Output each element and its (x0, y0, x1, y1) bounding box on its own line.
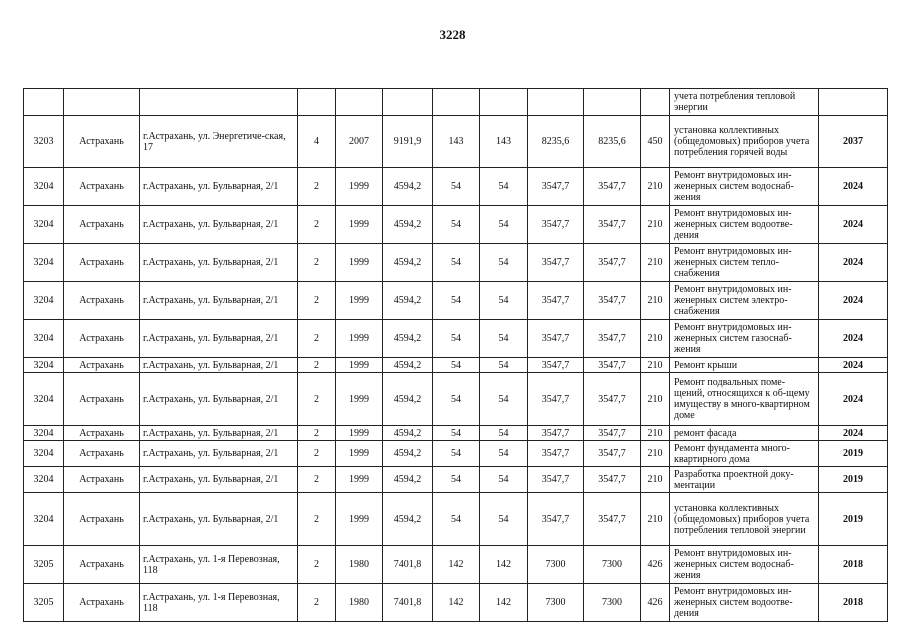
work-type-cell: учета потребления тепловой энергии (670, 89, 819, 116)
cost-cell: 3547,7 (528, 373, 584, 426)
plan-year-cell: 2024 (819, 206, 888, 244)
residents-cell (433, 89, 480, 116)
rate-cell: 210 (641, 426, 670, 441)
table-row (24, 244, 888, 282)
floors-cell: 4 (298, 116, 336, 168)
rate-cell: 210 (641, 168, 670, 206)
floors-cell: 2 (298, 441, 336, 467)
plan-year-cell: 2024 (819, 426, 888, 441)
plan-year-cell: 2024 (819, 282, 888, 320)
plan-year-cell: 2037 (819, 116, 888, 168)
plan-year-cell: 2019 (819, 467, 888, 493)
address-cell: г.Астрахань, ул. Бульварная, 2/1 (140, 493, 298, 546)
city-cell (64, 89, 140, 116)
cost-cell: 3547,7 (528, 282, 584, 320)
residents-cell: 143 (433, 116, 480, 168)
floors-cell: 2 (298, 244, 336, 282)
area-cell: 4594,2 (383, 206, 433, 244)
work-type-cell: Ремонт внутридомовых ин-женерных систем газоснаб-жения (670, 320, 819, 358)
city-cell: Астрахань (64, 373, 140, 426)
cost-cell: 3547,7 (528, 441, 584, 467)
year-built-cell: 1999 (336, 493, 383, 546)
area-cell: 4594,2 (383, 493, 433, 546)
table-row (24, 493, 888, 546)
table-row (24, 373, 888, 426)
cost-cell: 7300 (528, 546, 584, 584)
city-cell: Астрахань (64, 426, 140, 441)
plan-year-cell: 2024 (819, 244, 888, 282)
table-row (24, 89, 888, 116)
repair-plan-table (23, 88, 888, 622)
work-type-cell: Ремонт фундамента много-квартирного дома (670, 441, 819, 467)
work-type-cell: Ремонт внутридомовых ин-женерных систем тепло-снабжения (670, 244, 819, 282)
floors-cell: 2 (298, 168, 336, 206)
row-number: 3204 (24, 493, 64, 546)
residents-cell: 142 (433, 546, 480, 584)
cost-cell: 8235,6 (528, 116, 584, 168)
cost-cell: 3547,7 (528, 426, 584, 441)
year-built-cell: 1999 (336, 320, 383, 358)
cost-cell: 3547,7 (528, 168, 584, 206)
address-cell: г.Астрахань, ул. Бульварная, 2/1 (140, 373, 298, 426)
residents-cell: 54 (433, 441, 480, 467)
work-type-cell: Ремонт подвальных поме-щений, относящихся к об-щему имуществу в много-квартирном доме (670, 373, 819, 426)
rate-cell: 210 (641, 358, 670, 373)
cost-limit-cell: 3547,7 (584, 282, 641, 320)
plan-year-cell: 2024 (819, 358, 888, 373)
cost-limit-cell: 3547,7 (584, 168, 641, 206)
rate-cell: 210 (641, 441, 670, 467)
cost-limit-cell: 3547,7 (584, 206, 641, 244)
area-cell: 4594,2 (383, 373, 433, 426)
floors-cell: 2 (298, 206, 336, 244)
work-type-cell: установка коллективных (общедомовых) приборов учета потребления горячей воды (670, 116, 819, 168)
cost-limit-cell: 3547,7 (584, 320, 641, 358)
cost-cell: 3547,7 (528, 467, 584, 493)
owners-cell: 54 (480, 467, 528, 493)
row-number: 3205 (24, 546, 64, 584)
table-row (24, 426, 888, 441)
owners-cell: 54 (480, 373, 528, 426)
owners-cell: 142 (480, 546, 528, 584)
work-type-cell: Ремонт внутридомовых ин-женерных систем водоснаб-жения (670, 546, 819, 584)
floors-cell (298, 89, 336, 116)
cost-cell: 3547,7 (528, 493, 584, 546)
cost-cell: 3547,7 (528, 358, 584, 373)
floors-cell: 2 (298, 282, 336, 320)
city-cell: Астрахань (64, 358, 140, 373)
rate-cell: 210 (641, 206, 670, 244)
address-cell: г.Астрахань, ул. Бульварная, 2/1 (140, 441, 298, 467)
owners-cell: 143 (480, 116, 528, 168)
year-built-cell: 1999 (336, 244, 383, 282)
rate-cell: 210 (641, 373, 670, 426)
cost-cell: 3547,7 (528, 244, 584, 282)
city-cell: Астрахань (64, 244, 140, 282)
floors-cell: 2 (298, 320, 336, 358)
cost-cell: 3547,7 (528, 320, 584, 358)
area-cell: 4594,2 (383, 282, 433, 320)
rate-cell: 210 (641, 320, 670, 358)
year-built-cell: 1999 (336, 426, 383, 441)
rate-cell: 426 (641, 546, 670, 584)
rate-cell: 450 (641, 116, 670, 168)
cost-limit-cell: 3547,7 (584, 467, 641, 493)
residents-cell: 54 (433, 282, 480, 320)
cost-limit-cell: 7300 (584, 584, 641, 622)
city-cell: Астрахань (64, 467, 140, 493)
plan-year-cell: 2024 (819, 168, 888, 206)
year-built-cell: 1999 (336, 441, 383, 467)
area-cell: 9191,9 (383, 116, 433, 168)
owners-cell: 54 (480, 168, 528, 206)
table-row (24, 467, 888, 493)
city-cell: Астрахань (64, 546, 140, 584)
year-built-cell: 1999 (336, 206, 383, 244)
row-number: 3204 (24, 426, 64, 441)
address-cell: г.Астрахань, ул. Бульварная, 2/1 (140, 282, 298, 320)
plan-year-cell: 2018 (819, 584, 888, 622)
area-cell (383, 89, 433, 116)
owners-cell: 54 (480, 426, 528, 441)
table-row (24, 441, 888, 467)
cost-limit-cell: 3547,7 (584, 493, 641, 546)
row-number: 3204 (24, 441, 64, 467)
cost-cell: 3547,7 (528, 206, 584, 244)
owners-cell: 54 (480, 358, 528, 373)
address-cell: г.Астрахань, ул. Бульварная, 2/1 (140, 467, 298, 493)
row-number: 3205 (24, 584, 64, 622)
area-cell: 4594,2 (383, 426, 433, 441)
table-row (24, 546, 888, 584)
rate-cell: 210 (641, 493, 670, 546)
cost-limit-cell: 8235,6 (584, 116, 641, 168)
rate-cell: 210 (641, 467, 670, 493)
cost-cell (528, 89, 584, 116)
plan-year-cell: 2024 (819, 373, 888, 426)
table-row (24, 584, 888, 622)
floors-cell: 2 (298, 493, 336, 546)
year-built-cell: 1999 (336, 467, 383, 493)
residents-cell: 54 (433, 493, 480, 546)
year-built-cell: 1999 (336, 168, 383, 206)
floors-cell: 2 (298, 358, 336, 373)
cost-limit-cell (584, 89, 641, 116)
area-cell: 7401,8 (383, 584, 433, 622)
year-built-cell: 1999 (336, 282, 383, 320)
area-cell: 4594,2 (383, 467, 433, 493)
work-type-cell: Разработка проектной доку-ментации (670, 467, 819, 493)
cost-limit-cell: 7300 (584, 546, 641, 584)
row-number: 3204 (24, 358, 64, 373)
owners-cell: 54 (480, 320, 528, 358)
residents-cell: 142 (433, 584, 480, 622)
work-type-cell: Ремонт внутридомовых ин-женерных систем водоотве-дения (670, 584, 819, 622)
owners-cell: 54 (480, 441, 528, 467)
cost-limit-cell: 3547,7 (584, 441, 641, 467)
floors-cell: 2 (298, 584, 336, 622)
table-row (24, 358, 888, 373)
area-cell: 4594,2 (383, 441, 433, 467)
year-built-cell: 1999 (336, 373, 383, 426)
area-cell: 4594,2 (383, 320, 433, 358)
residents-cell: 54 (433, 244, 480, 282)
area-cell: 7401,8 (383, 546, 433, 584)
plan-year-cell: 2018 (819, 546, 888, 584)
address-cell: г.Астрахань, ул. Бульварная, 2/1 (140, 206, 298, 244)
area-cell: 4594,2 (383, 244, 433, 282)
row-number: 3203 (24, 116, 64, 168)
table-row (24, 168, 888, 206)
rate-cell: 426 (641, 584, 670, 622)
address-cell: г.Астрахань, ул. Бульварная, 2/1 (140, 244, 298, 282)
owners-cell: 54 (480, 282, 528, 320)
city-cell: Астрахань (64, 493, 140, 546)
plan-year-cell: 2019 (819, 493, 888, 546)
work-type-cell: установка коллективных (общедомовых) приборов учета потребления тепловой энергии (670, 493, 819, 546)
work-type-cell: Ремонт внутридомовых ин-женерных систем водоснаб-жения (670, 168, 819, 206)
year-built-cell (336, 89, 383, 116)
owners-cell: 54 (480, 493, 528, 546)
plan-year-cell: 2024 (819, 320, 888, 358)
row-number: 3204 (24, 373, 64, 426)
year-built-cell: 2007 (336, 116, 383, 168)
rate-cell: 210 (641, 244, 670, 282)
cost-cell: 7300 (528, 584, 584, 622)
city-cell: Астрахань (64, 584, 140, 622)
city-cell: Астрахань (64, 116, 140, 168)
owners-cell: 54 (480, 206, 528, 244)
city-cell: Астрахань (64, 320, 140, 358)
row-number: 3204 (24, 168, 64, 206)
year-built-cell: 1980 (336, 584, 383, 622)
area-cell: 4594,2 (383, 358, 433, 373)
plan-year-cell (819, 89, 888, 116)
year-built-cell: 1980 (336, 546, 383, 584)
row-number: 3204 (24, 244, 64, 282)
table-row (24, 206, 888, 244)
address-cell (140, 89, 298, 116)
rate-cell (641, 89, 670, 116)
row-number: 3204 (24, 206, 64, 244)
residents-cell: 54 (433, 320, 480, 358)
row-number (24, 89, 64, 116)
floors-cell: 2 (298, 467, 336, 493)
city-cell: Астрахань (64, 168, 140, 206)
address-cell: г.Астрахань, ул. Энергетиче-ская, 17 (140, 116, 298, 168)
city-cell: Астрахань (64, 282, 140, 320)
page-number: 3228 (439, 27, 466, 42)
row-number: 3204 (24, 467, 64, 493)
city-cell: Астрахань (64, 441, 140, 467)
residents-cell: 54 (433, 358, 480, 373)
table-row (24, 282, 888, 320)
year-built-cell: 1999 (336, 358, 383, 373)
work-type-cell: Ремонт внутридомовых ин-женерных систем водоотве-дения (670, 206, 819, 244)
cost-limit-cell: 3547,7 (584, 426, 641, 441)
area-cell: 4594,2 (383, 168, 433, 206)
residents-cell: 54 (433, 206, 480, 244)
floors-cell: 2 (298, 426, 336, 441)
plan-year-cell: 2019 (819, 441, 888, 467)
address-cell: г.Астрахань, ул. Бульварная, 2/1 (140, 320, 298, 358)
floors-cell: 2 (298, 373, 336, 426)
work-type-cell: Ремонт внутридомовых ин-женерных систем электро-снабжения (670, 282, 819, 320)
address-cell: г.Астрахань, ул. 1-я Перевозная, 118 (140, 546, 298, 584)
table-row (24, 320, 888, 358)
address-cell: г.Астрахань, ул. Бульварная, 2/1 (140, 168, 298, 206)
city-cell: Астрахань (64, 206, 140, 244)
work-type-cell: Ремонт крыши (670, 358, 819, 373)
row-number: 3204 (24, 320, 64, 358)
work-type-cell: ремонт фасада (670, 426, 819, 441)
cost-limit-cell: 3547,7 (584, 244, 641, 282)
rate-cell: 210 (641, 282, 670, 320)
cost-limit-cell: 3547,7 (584, 358, 641, 373)
residents-cell: 54 (433, 373, 480, 426)
residents-cell: 54 (433, 168, 480, 206)
owners-cell: 54 (480, 244, 528, 282)
owners-cell (480, 89, 528, 116)
floors-cell: 2 (298, 546, 336, 584)
address-cell: г.Астрахань, ул. Бульварная, 2/1 (140, 358, 298, 373)
cost-limit-cell: 3547,7 (584, 373, 641, 426)
owners-cell: 142 (480, 584, 528, 622)
table-row (24, 116, 888, 168)
row-number: 3204 (24, 282, 64, 320)
address-cell: г.Астрахань, ул. Бульварная, 2/1 (140, 426, 298, 441)
address-cell: г.Астрахань, ул. 1-я Перевозная, 118 (140, 584, 298, 622)
residents-cell: 54 (433, 467, 480, 493)
residents-cell: 54 (433, 426, 480, 441)
